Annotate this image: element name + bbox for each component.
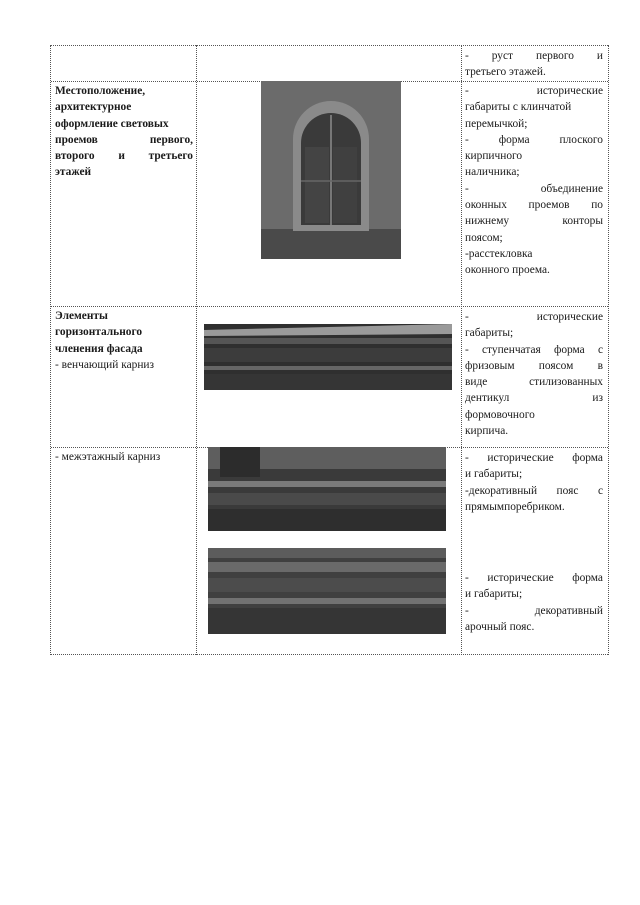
text-line: - руст первого и — [465, 50, 603, 62]
interfloor-cornice-photo-1 — [208, 447, 446, 531]
row2-element-name — [55, 83, 193, 181]
text-line: - исторические форма — [465, 452, 603, 464]
text-line: - межэтажный карниз — [55, 451, 161, 463]
text-line: оконных проемов по — [465, 199, 603, 212]
text-line: - декоративный — [465, 604, 603, 617]
column-divider-1 — [196, 45, 197, 655]
text-line: - форма плоского — [465, 133, 603, 146]
row4-description-b — [465, 570, 603, 635]
table-border-top — [51, 45, 608, 46]
text-line: фризовым поясом в — [465, 359, 603, 372]
row2-description — [465, 83, 603, 279]
row-divider-2 — [51, 306, 608, 307]
text-line: - ступенчатая форма с — [465, 343, 603, 356]
text-line: - исторические — [465, 85, 603, 97]
text-line: проемов первого, — [55, 133, 193, 146]
table-border-bottom — [51, 654, 608, 655]
text-line: архитектурное — [55, 101, 132, 114]
text-line: габариты; — [465, 327, 514, 340]
description-table — [50, 45, 609, 655]
text-line: наличника; — [465, 166, 520, 179]
text-line: - венчающий карниз — [55, 358, 155, 371]
text-line: кирпича. — [465, 425, 509, 438]
text-line: членения фасада — [55, 342, 143, 355]
row1-description — [465, 48, 603, 81]
text-line: Элементы — [55, 310, 108, 322]
text-line: Местоположение, — [55, 85, 146, 97]
row3-description — [465, 309, 603, 439]
text-line: виде стилизованных — [465, 376, 603, 389]
text-line: -декоративный пояс с — [465, 484, 603, 497]
row4-element-name — [55, 449, 193, 465]
text-line: этажей — [55, 166, 92, 179]
text-line: - объединение — [465, 182, 603, 195]
text-line: оконного проема. — [465, 264, 550, 277]
text-line: - исторические форма — [465, 572, 603, 584]
column-divider-2 — [461, 45, 462, 655]
cornice-photo — [204, 324, 452, 390]
text-line: оформление световых — [55, 117, 169, 130]
text-line: арочный пояс. — [465, 620, 535, 633]
text-line: и габариты; — [465, 588, 523, 601]
text-line: горизонтального — [55, 326, 143, 339]
text-line: и габариты; — [465, 468, 523, 481]
text-line: нижнему конторы — [465, 215, 603, 228]
text-line: кирпичного — [465, 150, 523, 163]
text-line: поясом; — [465, 231, 503, 244]
text-line: перемычкой; — [465, 117, 528, 130]
row3-element-name — [55, 308, 193, 373]
text-line: формовочного — [465, 408, 535, 421]
row4-description-a — [465, 450, 603, 515]
text-line: -расстекловка — [465, 247, 533, 260]
text-line: третьего этажей. — [465, 66, 546, 79]
text-line: - исторические — [465, 311, 603, 323]
text-line: второго и третьего — [55, 150, 193, 163]
text-line: дентикул из — [465, 392, 603, 405]
interfloor-cornice-photo-2 — [208, 548, 446, 634]
text-line: прямымпоребриком. — [465, 500, 565, 513]
window-photo — [261, 81, 401, 259]
text-line: габариты с клинчатой — [465, 101, 572, 114]
